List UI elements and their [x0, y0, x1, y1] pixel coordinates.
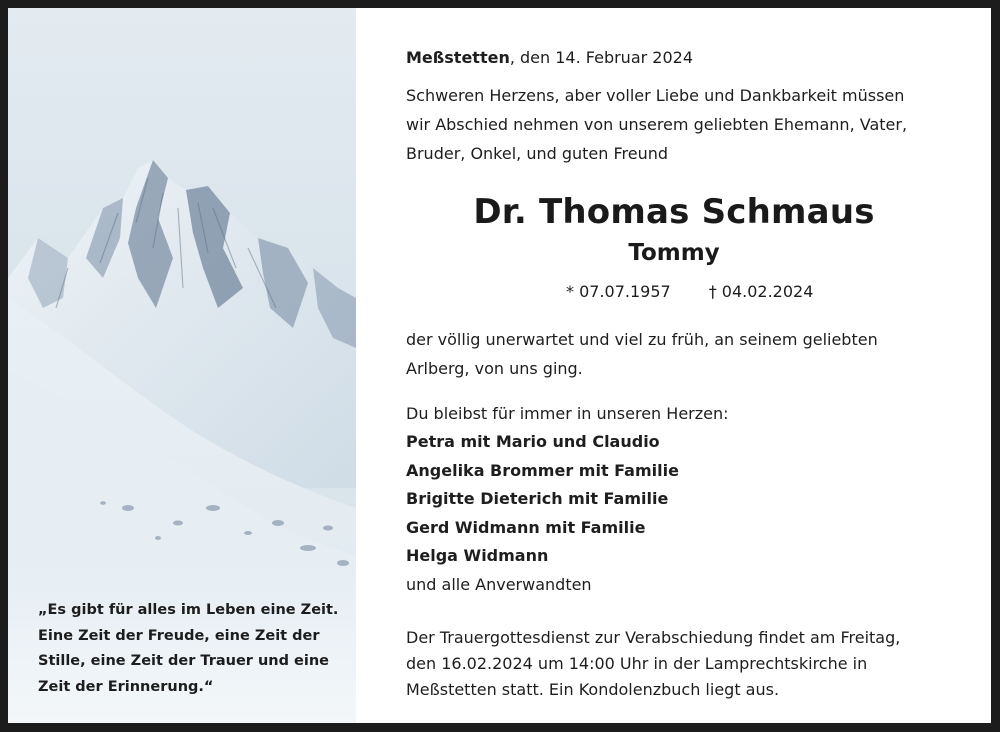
life-dates	[566, 282, 813, 302]
mourner-name: Petra mit Mario und Claudio	[406, 432, 660, 451]
place-date-line	[406, 48, 693, 68]
notice-text	[406, 8, 966, 723]
mourner-name: Helga Widmann	[406, 546, 549, 565]
service-line: den 16.02.2024 um 14:00 Uhr in der Lamprechtskirche in	[406, 654, 868, 673]
death-date: † 04.02.2024	[708, 282, 814, 301]
mourners-intro: Du bleibst für immer in unseren Herzen:	[406, 404, 729, 423]
mourner-name: Angelika Brommer mit Familie	[406, 461, 679, 480]
mountain-photo	[8, 8, 356, 723]
service-line: Meßstetten statt. Ein Kondolenzbuch liegt aus.	[406, 680, 780, 699]
mourners-closing: und alle Anverwandten	[406, 575, 592, 594]
birth-date: * 07.07.1957	[566, 282, 671, 301]
intro-line: wir Abschied nehmen von unserem geliebten Ehemann, Vater,	[406, 115, 908, 134]
deceased-nickname: Tommy	[628, 240, 720, 266]
deceased-name: Dr. Thomas Schmaus	[473, 192, 875, 232]
intro-line: Bruder, Onkel, und guten Freund	[406, 144, 669, 163]
intro-line: Schweren Herzens, aber voller Liebe und Dankbarkeit müssen	[406, 86, 905, 105]
quote-line: Stille, eine Zeit der Trauer und eine	[38, 653, 330, 669]
memorial-quote	[38, 598, 348, 700]
quote-line: Eine Zeit der Freude, eine Zeit der	[38, 627, 320, 644]
passing-line: Arlberg, von uns ging.	[406, 359, 583, 378]
service-line: Der Trauergottesdienst zur Verabschiedung findet am Freitag,	[406, 628, 901, 647]
quote-line: „Es gibt für alles im Leben eine Zeit.	[38, 602, 339, 618]
quote-line: Zeit der Erinnerung.“	[38, 678, 214, 695]
notice-date: , den 14. Februar 2024	[509, 48, 694, 67]
passing-line: der völlig unerwartet und viel zu früh, an seinem geliebten	[406, 330, 878, 349]
place-name: Meßstetten	[406, 48, 510, 67]
mourner-name: Brigitte Dieterich mit Familie	[406, 489, 669, 508]
mourner-name: Gerd Widmann mit Familie	[406, 518, 646, 537]
